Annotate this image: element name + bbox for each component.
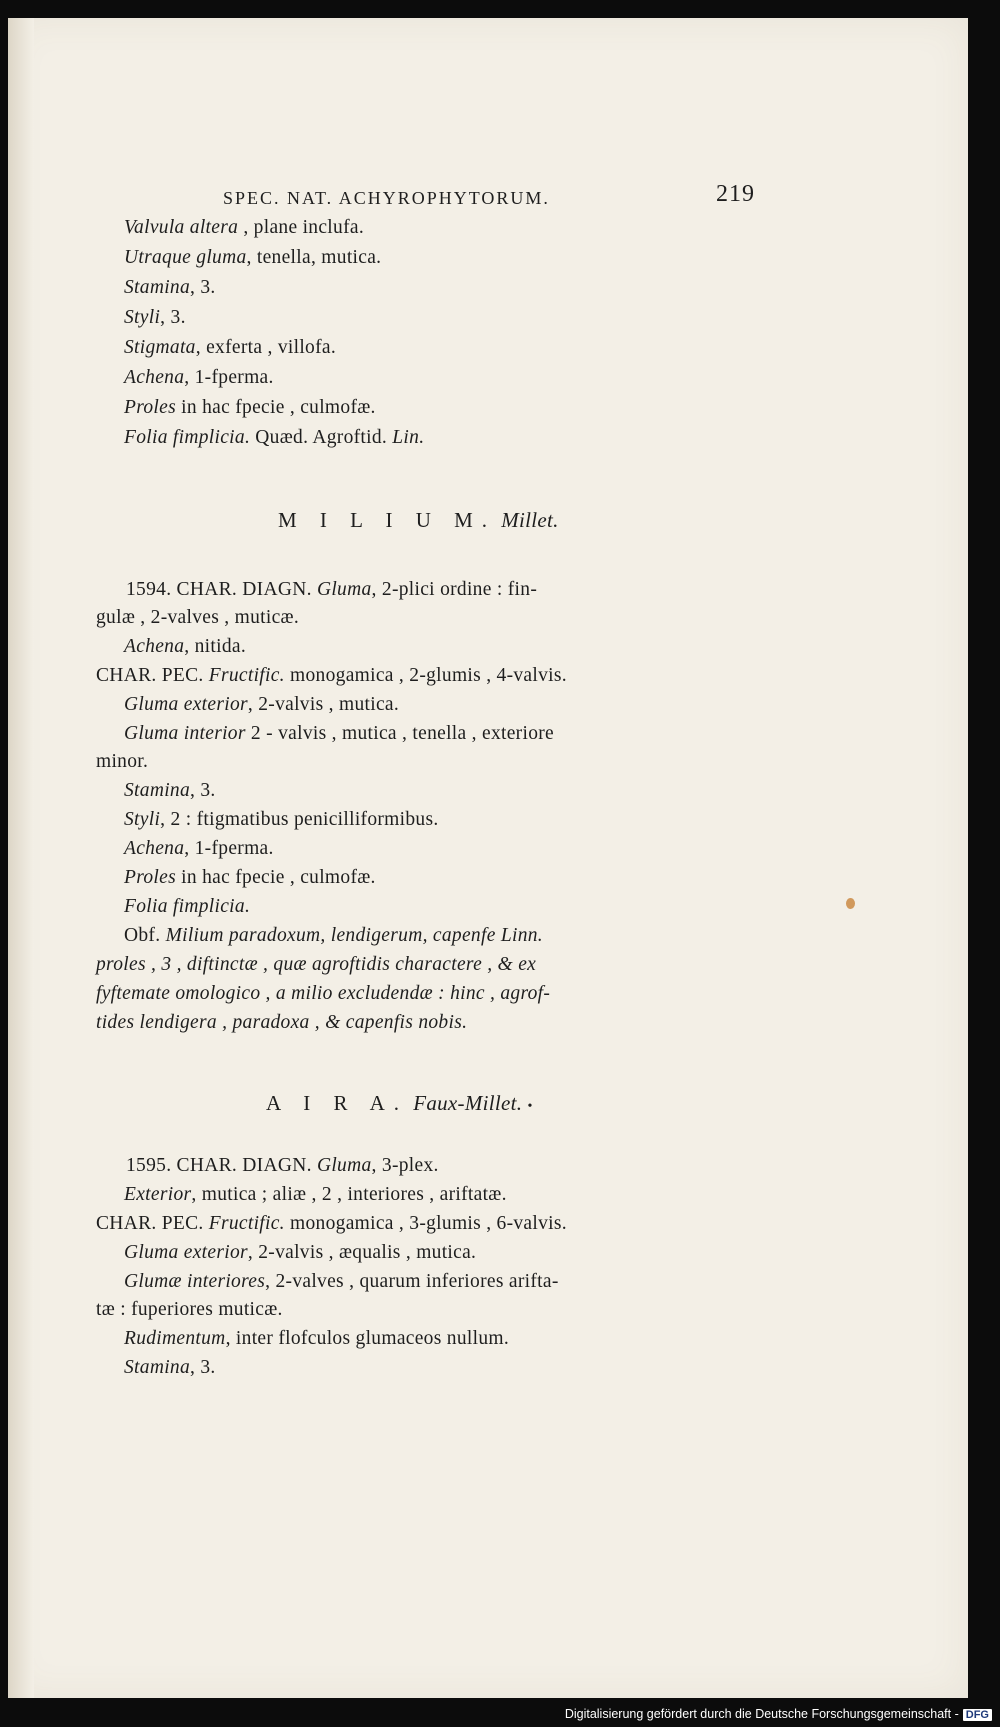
text-line: Styli, 2 : ftigmatibus penicilliformibus.	[124, 809, 439, 830]
text-line: Valvula altera , plane inclufa.	[124, 217, 364, 238]
text-line: Achena, 1-fperma.	[124, 838, 274, 859]
text-line: Proles in hac fpecie , culmofæ.	[124, 397, 376, 418]
observation-line: fyftemate omologico , a milio excludendæ : hinc , agrof-	[96, 983, 551, 1004]
text-line: Folia fimplicia.	[124, 896, 251, 917]
text-line: Gluma interior 2 - valvis , mutica , tenella , exteriore	[124, 723, 554, 744]
text-line: Proles in hac fpecie , culmofæ.	[124, 867, 376, 888]
text-line: Achena, nitida.	[124, 636, 247, 657]
text-line: tæ : fuperiores muticæ.	[96, 1299, 283, 1320]
dfg-logo: DFG	[963, 1709, 992, 1721]
observation-line: tides lendigera , paradoxa , & capenfis nobis.	[96, 1012, 468, 1033]
page-number: 219	[716, 181, 755, 207]
text-line: Styli, 3.	[124, 307, 186, 328]
text-line: Folia fimplicia. Quæd. Agroftid. Lin.	[124, 427, 425, 448]
text-line: Stamina, 3.	[124, 1357, 216, 1378]
observation-line: Obf. Milium paradoxum, lendigerum, capenfe Linn.	[124, 925, 543, 946]
text-line: Stamina, 3.	[124, 780, 216, 801]
aira-char-pec: CHAR. PEC. Fructific. monogamica , 3-glumis , 6-valvis.	[96, 1213, 567, 1234]
genus-heading-aira: A I R A. Faux-Millet. •	[266, 1091, 533, 1115]
text-line: Gluma exterior, 2-valvis , æqualis , mutica.	[124, 1242, 477, 1263]
text-line: Achena, 1-fperma.	[124, 367, 274, 388]
digitization-credit: Digitalisierung gefördert durch die Deutsche Forschungsgemeinschaft - DFG	[565, 1707, 992, 1721]
paper-stain	[846, 898, 855, 909]
text-line: Gluma exterior, 2-valvis , mutica.	[124, 694, 400, 715]
text-line: Rudimentum, inter flofculos glumaceos nullum.	[124, 1328, 510, 1349]
text-line: Utraque gluma, tenella, mutica.	[124, 247, 382, 268]
text-line: Exterior, mutica ; aliæ , 2 , interiores , ariftatæ.	[124, 1184, 507, 1205]
genus-heading-milium: M I L I U M. Millet.	[278, 508, 559, 532]
book-page	[8, 18, 968, 1698]
text-line: gulæ , 2-valves , muticæ.	[96, 607, 300, 628]
text-line: Glumæ interiores, 2-valves , quarum inferiores arifta-	[124, 1271, 559, 1292]
observation-line: proles , 3 , diftinctæ , quæ agroftidis charactere , & ex	[96, 954, 537, 975]
page-gutter-shadow	[8, 18, 34, 1698]
aira-diagnosis: 1595. CHAR. DIAGN. Gluma, 3-plex.	[126, 1155, 439, 1176]
milium-char-pec: CHAR. PEC. Fructific. monogamica , 2-glumis , 4-valvis.	[96, 665, 567, 686]
text-line: Stigmata, exferta , villofa.	[124, 337, 337, 358]
text-line: minor.	[96, 751, 149, 772]
milium-diagnosis: 1594. CHAR. DIAGN. Gluma, 2-plici ordine : fin-	[126, 579, 538, 600]
text-line: Stamina, 3.	[124, 277, 216, 298]
running-header: SPEC. NAT. ACHYROPHYTORUM.	[223, 188, 550, 208]
